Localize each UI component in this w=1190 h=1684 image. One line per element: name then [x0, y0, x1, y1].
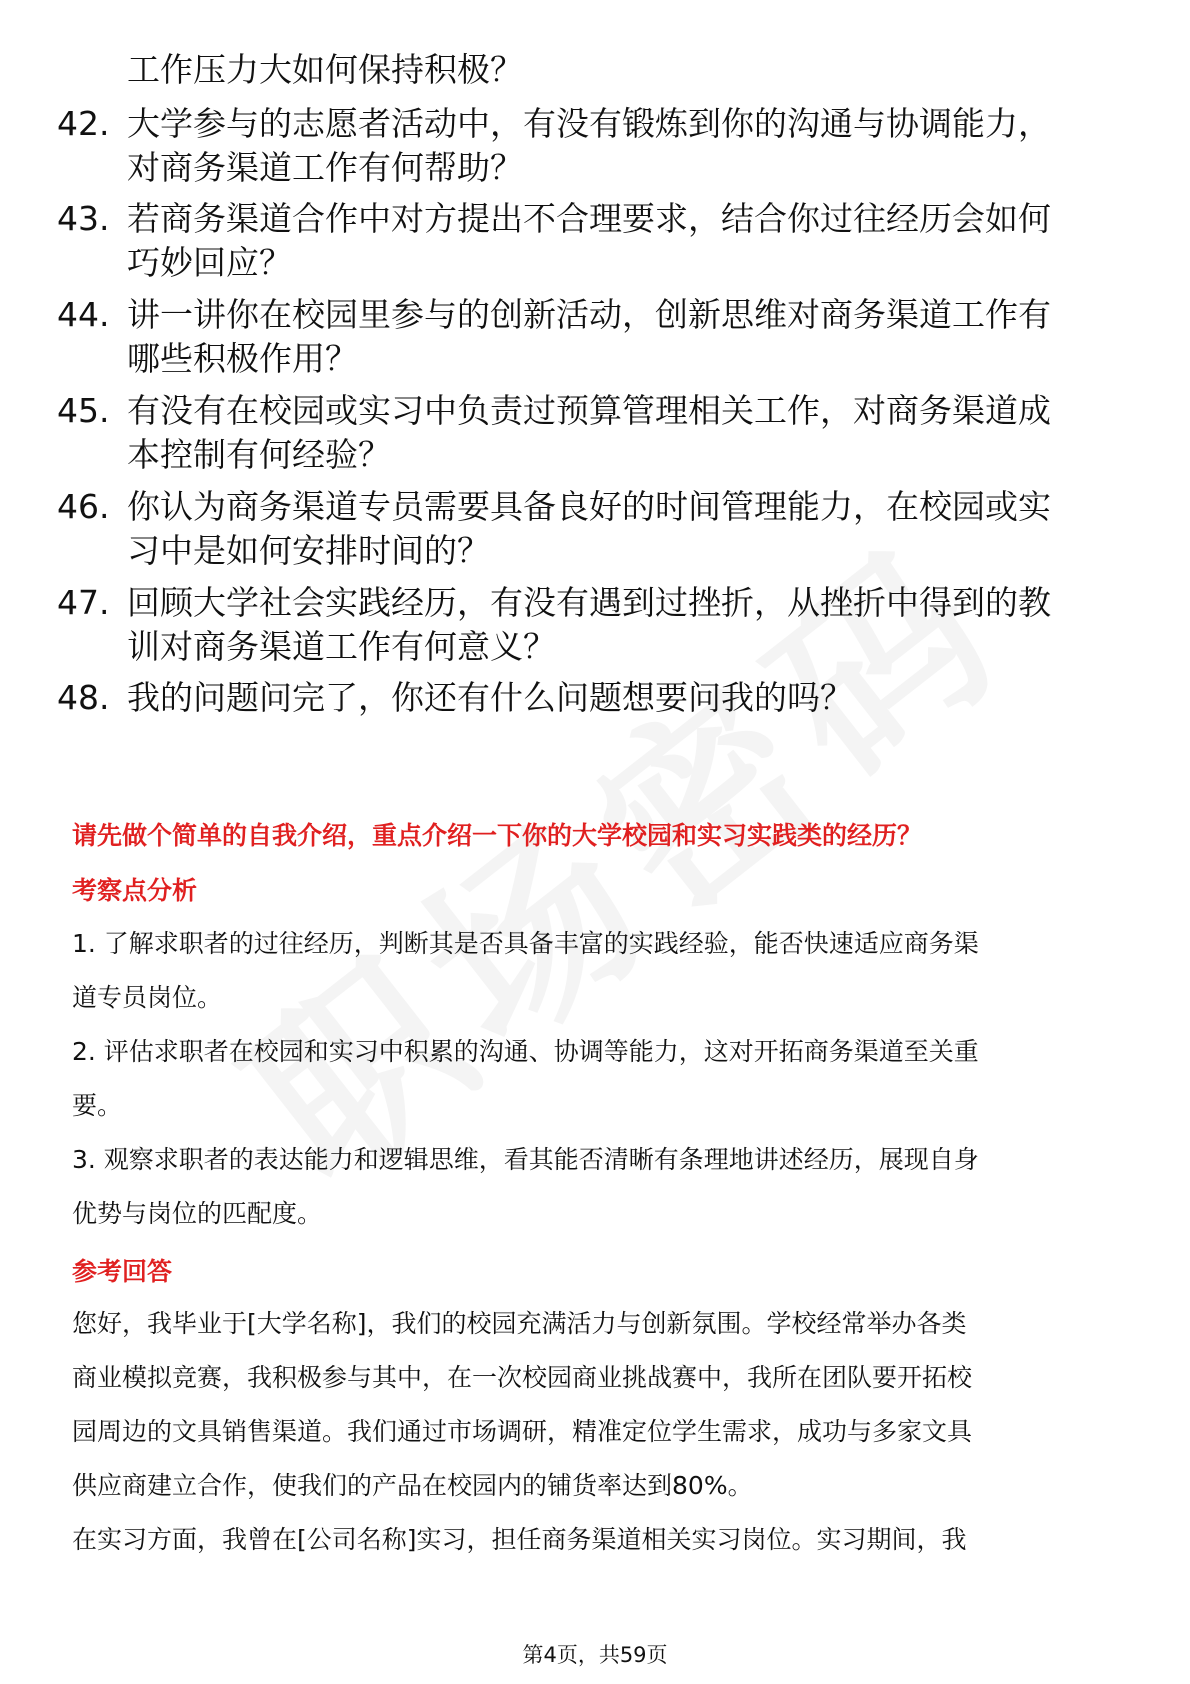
question-text: 回顾大学社会实践经历，有没有遇到过挫折，从挫折中得到的教 训对商务渠道工作有何意义？ [127, 583, 1051, 666]
question-text: 工作压力大如何保持积极？ [127, 50, 523, 89]
question-text: 有没有在校园或实习中负责过预算管理相关工作，对商务渠道成 本控制有何经验？ [127, 391, 1051, 474]
reference-heading: 参考回答 [72, 1257, 173, 1286]
question-text: 讲一讲你在校园里参与的创新活动，创新思维对商务渠道工作有 哪些积极作用？ [127, 295, 1051, 378]
reference-paragraph: 您好，我毕业于[大学名称]，我们的校园充满活力与创新氛围。学校经常举办各类 商业模拟竞赛，我积极参与其中，在一次校园商业挑战赛中，我所在团队要开拓校 园周边的文具销售渠道。我们通过市场调研，精准定位学生需求，成功与多家文具 供应商建立合作，使我们的产品在校园内的铺货率达到80%。 [72, 1309, 973, 1500]
analysis-point: 2. 评估求职者在校园和实习中积累的沟通、协调等能力，这对开拓商务渠道至关重 要。 [72, 1037, 979, 1120]
question-number: 44. [57, 295, 110, 334]
highlight-question: 请先做个简单的自我介绍，重点介绍一下你的大学校园和实习实践类的经历？ [72, 821, 923, 850]
analysis-heading: 考察点分析 [72, 876, 198, 905]
question-number: 45. [57, 391, 110, 430]
question-text: 你认为商务渠道专员需要具备良好的时间管理能力，在校园或实 习中是如何安排时间的？ [127, 487, 1051, 570]
question-number: 42. [57, 104, 110, 143]
page-footer [0, 1640, 1190, 1670]
question-text: 我的问题问完了，你还有什么问题想要问我的吗？ [127, 678, 853, 717]
page-number: 第4页，共59页 [522, 1643, 668, 1667]
question-number: 46. [57, 487, 110, 526]
analysis-point: 1. 了解求职者的过往经历，判断其是否具备丰富的实践经验，能否快速适应商务渠 道专员岗位。 [72, 929, 979, 1012]
question-text: 大学参与的志愿者活动中，有没有锻炼到你的沟通与协调能力， 对商务渠道工作有何帮助？ [127, 104, 1051, 187]
question-number: 43. [57, 199, 110, 238]
question-number: 48. [57, 678, 110, 717]
question-number: 47. [57, 583, 110, 622]
question-text: 若商务渠道合作中对方提出不合理要求，结合你过往经历会如何 巧妙回应？ [127, 199, 1051, 282]
analysis-point: 3. 观察求职者的表达能力和逻辑思维，看其能否清晰有条理地讲述经历，展现自身 优势与岗位的匹配度。 [72, 1145, 979, 1228]
reference-paragraph: 在实习方面，我曾在[公司名称]实习，担任商务渠道相关实习岗位。实习期间，我 [72, 1525, 967, 1554]
